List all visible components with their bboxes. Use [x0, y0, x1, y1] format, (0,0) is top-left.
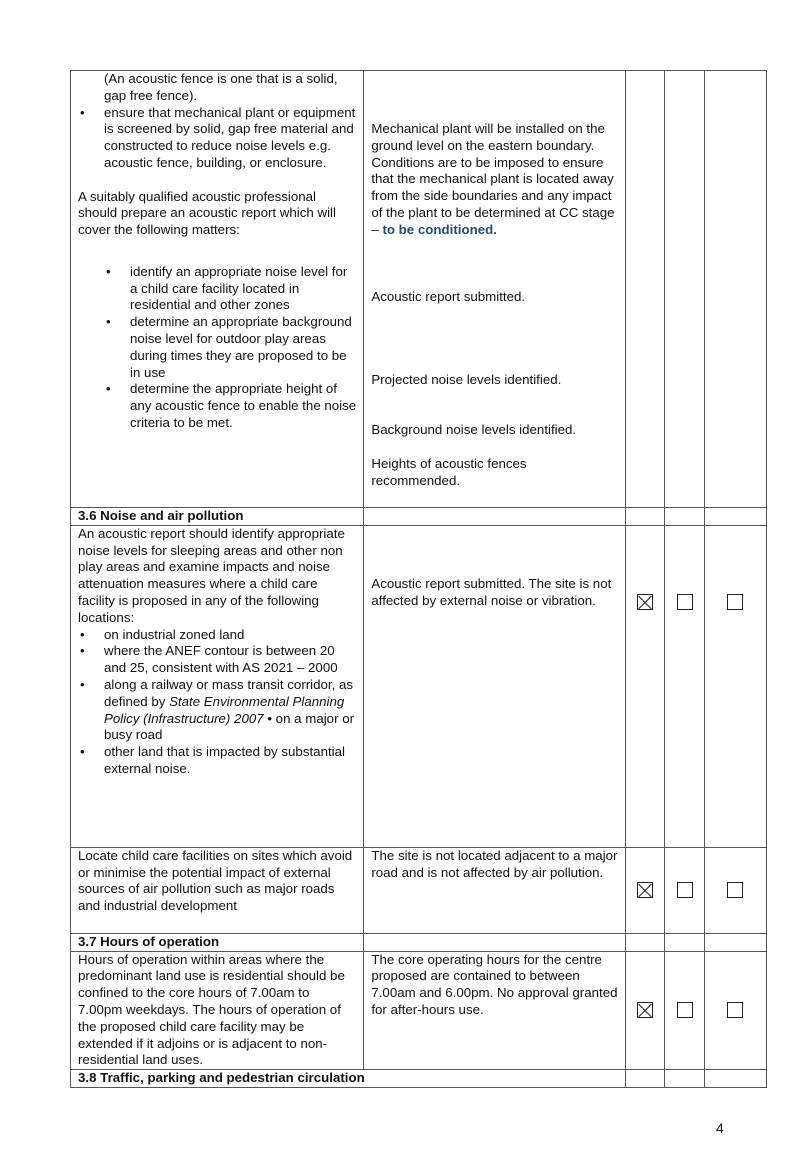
table-row: [71, 525, 767, 847]
check-cell: [665, 71, 704, 508]
check-cell: [626, 951, 665, 1070]
list-item: • determine the appropriate height of any acoustic fence to enable the noise criteria to be met.: [78, 381, 356, 431]
check-cell: [665, 525, 704, 847]
comment-cell: The site is not located adjacent to a major road and is not affected by air pollution.: [364, 847, 626, 933]
check-cell: [704, 847, 766, 933]
check-cell: [704, 525, 766, 847]
check-cell: [665, 951, 704, 1070]
checkbox-unchecked[interactable]: [727, 1002, 743, 1018]
mechanical-plant-comment: [371, 121, 618, 239]
section-heading-row: [71, 933, 767, 951]
sub-bullet-list: [78, 264, 356, 432]
checkbox-unchecked[interactable]: [727, 594, 743, 610]
check-cell: [704, 951, 766, 1070]
condition-note: to be conditioned.: [382, 221, 497, 237]
requirement-cell: [71, 71, 364, 508]
acoustic-report-requirement: An acoustic report should identify appropriate noise levels for sleeping areas and other non play areas and examine impacts and noise attenuation measures where a child care facility is proposed in any of the following locations:: [78, 525, 345, 625]
noise-comment: Acoustic report submitted. The site is not affected by external noise or vibration.: [371, 575, 612, 608]
acoustic-fence-note: (An acoustic fence is one that is a solid, gap free fence).: [104, 71, 338, 103]
list-item: • identify an appropriate noise level for a child care facility located in residential and other zones: [78, 264, 356, 314]
table-row: [71, 951, 767, 1070]
requirement-cell: [71, 525, 364, 847]
comment-cell: [364, 71, 626, 508]
table-row: [71, 847, 767, 933]
fence-heights-comment: Heights of acoustic fences recommended.: [371, 455, 527, 488]
check-cell: [626, 71, 665, 508]
page-number: 4: [716, 1120, 724, 1136]
checkbox-unchecked[interactable]: [677, 1002, 693, 1018]
policy-name: State Environmental Planning Policy (Infrastructure) 2007: [104, 693, 345, 726]
check-cell: [626, 525, 665, 847]
background-noise-comment: Background noise levels identified.: [371, 422, 577, 438]
checkbox-unchecked[interactable]: [677, 594, 693, 610]
requirement-cell: Locate child care facilities on sites which avoid or minimise the potential impact of external sources of air pollution such as major roads and industrial development: [71, 847, 364, 933]
section-heading-row: [71, 508, 767, 526]
list-item: • on industrial zoned land: [78, 627, 356, 644]
list-item: • other land that is impacted by substantial external noise.: [78, 744, 356, 778]
comment-cell: [364, 525, 626, 847]
check-cell: [665, 847, 704, 933]
checkbox-checked[interactable]: [637, 594, 653, 610]
item-text: • on a major or busy road: [104, 710, 355, 743]
list-item: • where the ANEF contour is between 20 and 25, consistent with AS 2021 – 2000: [78, 643, 356, 677]
item-text: along a railway or mass transit corridor, as defined by: [104, 676, 354, 709]
list-item: [78, 677, 356, 744]
table-row: [71, 71, 767, 508]
checkbox-unchecked[interactable]: [677, 882, 693, 898]
checkbox-checked[interactable]: [637, 1002, 653, 1018]
list-item: • determine an appropriate background noise level for outdoor play areas during times they are proposed to be in use: [78, 314, 356, 381]
check-cell: [704, 71, 766, 508]
checkbox-checked[interactable]: [637, 882, 653, 898]
acoustic-report-comment: Acoustic report submitted.: [371, 288, 526, 304]
requirement-cell: Hours of operation within areas where the predominant land use is residential should be confined to the core hours of 7.00am to 7.00pm weekdays. The hours of operation of the proposed child care facility may be extended if it adjoins or is adjacent to non-residential land uses.: [71, 951, 364, 1070]
checkbox-unchecked[interactable]: [727, 882, 743, 898]
list-item: • ensure that mechanical plant or equipment is screened by solid, gap free material and constructed to reduce noise levels e.g. acoustic fence, building, or enclosure.: [78, 105, 356, 172]
check-cell: [626, 847, 665, 933]
bullet-list: [78, 105, 356, 172]
acoustic-report-requirement: A suitably qualified acoustic professional should prepare an acoustic report which will cover the following matters:: [78, 188, 336, 238]
section-heading: 3.7 Hours of operation: [71, 933, 364, 951]
comment-cell: The core operating hours for the centre proposed are contained to between 7.00am and 6.00pm. No approval granted for after-hours use.: [364, 951, 626, 1070]
bullet-list: [78, 627, 356, 778]
section-heading: 3.6 Noise and air pollution: [71, 508, 364, 526]
comment-text: Mechanical plant will be installed on the ground level on the eastern boundary. Conditions are to be imposed to ensure that the mechanical plant is located away from the side boundaries and any impact of the plant to be determined at CC stage –: [371, 121, 615, 237]
section-heading: 3.8 Traffic, parking and pedestrian circulation: [71, 1070, 626, 1088]
compliance-table: [70, 70, 767, 1088]
projected-noise-comment: Projected noise levels identified.: [371, 372, 562, 388]
section-heading-row: [71, 1070, 767, 1088]
